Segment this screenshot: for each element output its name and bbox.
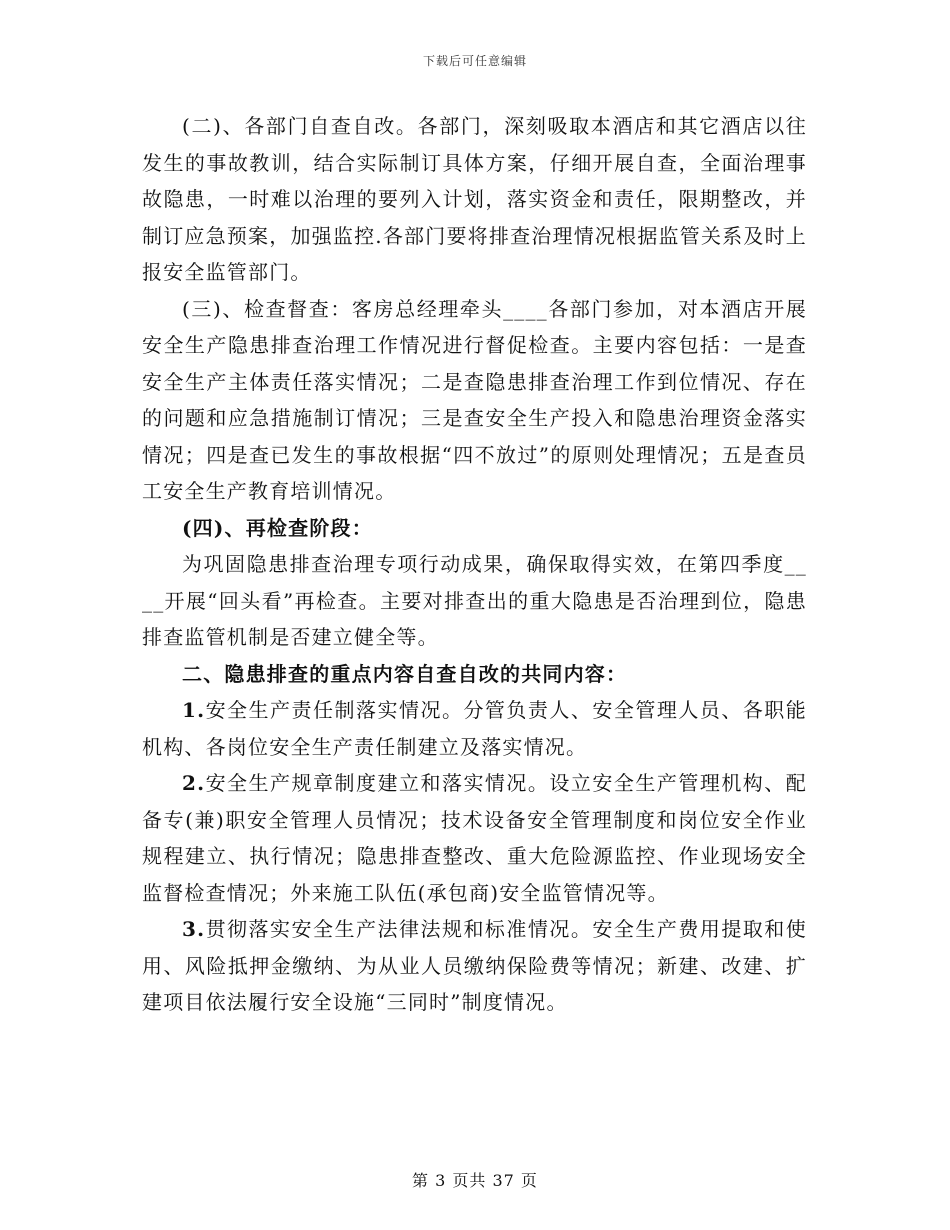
list-item-3	[142, 911, 807, 1021]
paragraph-inspection-supervision: (三)、检查督查：客房总经理牵头____各部门参加，对本酒店开展安全生产隐患排查治理工作情况进行督促检查。主要内容包括：一是查安全生产主体责任落实情况；二是查隐患排查治理工作到位情况、存在的问题和应急措施制订情况；三是查安全生产投入和隐患治理资金落实情况；四是查已发生的事故根据“四不放过”的原则处理情况；五是查员工安全生产教育培训情况。	[142, 296, 807, 503]
list-item-text: 贯彻落实安全生产法律法规和标准情况。安全生产费用提取和使用、风险抵押金缴纳、为从业人员缴纳保险费等情况；新建、改建、扩建项目依法履行安全设施“三同时”制度情况。	[142, 917, 807, 1014]
heading-re-inspection-stage: (四)、再检查阶段：	[182, 515, 373, 540]
list-item-number: 3.	[182, 917, 206, 941]
page-header: 下载后可任意编辑	[422, 54, 527, 68]
document-body	[142, 108, 807, 1021]
list-item-number: 1.	[182, 698, 206, 722]
list-item-text: 安全生产责任制落实情况。分管负责人、安全管理人员、各职能机构、各岗位安全生产责任制建立及落实情况。	[142, 698, 807, 759]
heading-key-content: 二、隐患排查的重点内容自查自改的共同内容：	[182, 661, 628, 686]
paragraph-re-inspection: 为巩固隐患排查治理专项行动成果，确保取得实效，在第四季度____开展“回头看”再检查。主要对排查出的重大隐患是否治理到位，隐患排查监管机制是否建立健全等。	[142, 552, 807, 649]
list-item-text: 安全生产规章制度建立和落实情况。设立安全生产管理机构、配备专(兼)职安全管理人员情况；技术设备安全管理制度和岗位安全作业规程建立、执行情况；隐患排查整改、重大危险源监控、作业现场安全监督检查情况；外来施工队伍(承包商)安全监管情况等。	[142, 771, 807, 905]
page-footer: 第 3 页共 37 页	[412, 1171, 538, 1190]
list-item-1	[142, 692, 807, 765]
list-item-number: 2.	[182, 771, 206, 795]
list-item-2	[142, 765, 807, 911]
paragraph-dept-self-check: (二)、各部门自查自改。各部门，深刻吸取本酒店和其它酒店以往发生的事故教训，结合实际制订具体方案，仔细开展自查，全面治理事故隐患，一时难以治理的要列入计划，落实资金和责任，限期整改，并制订应急预案，加强监控.各部门要将排查治理情况根据监管关系及时上报安全监管部门。	[142, 114, 807, 284]
